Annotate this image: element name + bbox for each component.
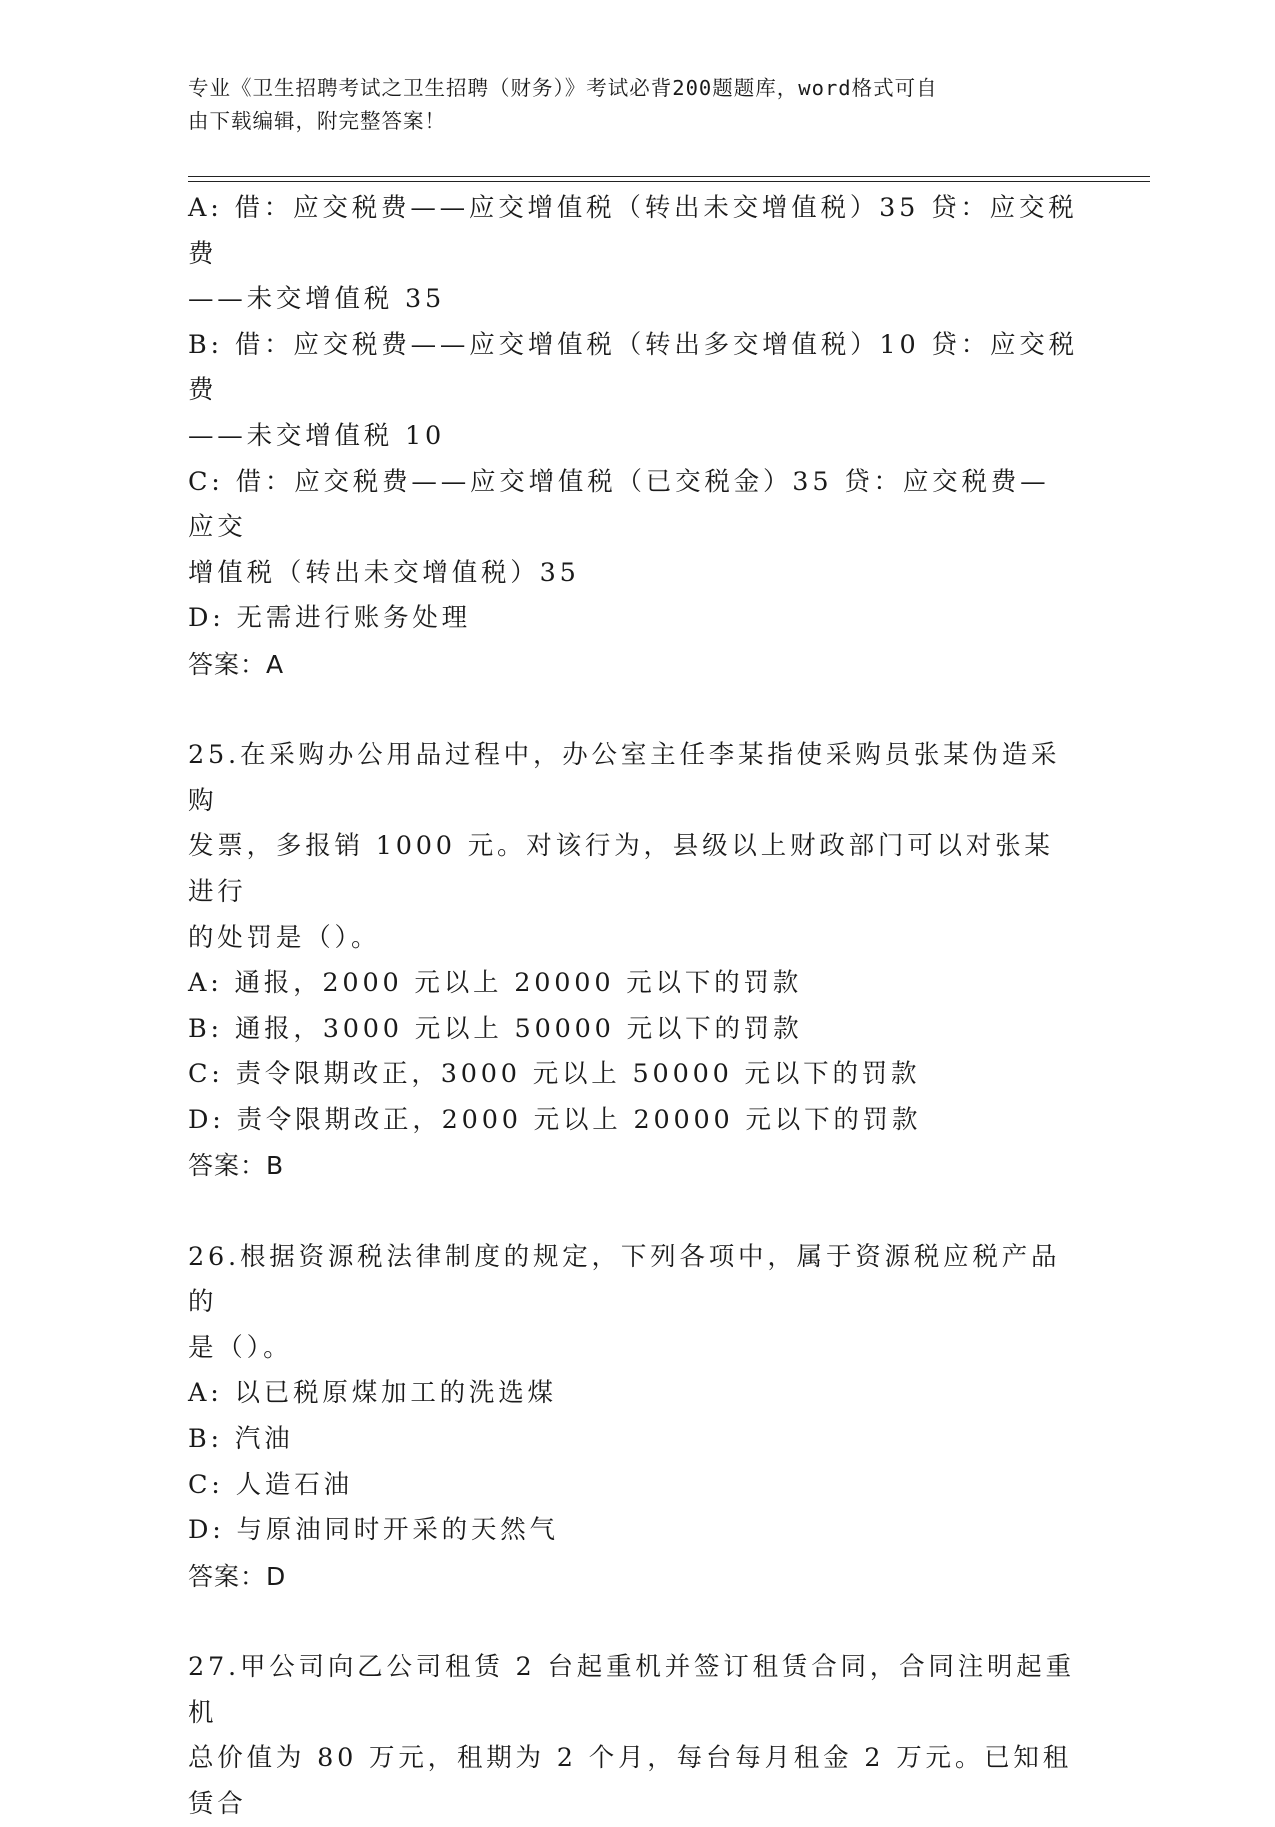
- q25-option-a: A: 通报，2000 元以上 20000 元以下的罚款: [188, 968, 803, 999]
- q24-option-c-line1: C: 借：应交税费——应交增值税（已交税金）35 贷：应交税费—应交: [188, 466, 1050, 543]
- q24-option-a-line1: A: 借：应交税费——应交增值税（转出未交增值税）35 贷：应交税费: [188, 193, 1078, 269]
- q26-answer: [188, 1554, 1078, 1600]
- q24-answer: [188, 642, 1078, 688]
- q25-stem-line2: 发票，多报销 1000 元。对该行为，县级以上财政部门可以对张某进行: [188, 831, 1054, 907]
- q26-option-b: B: 汽油: [188, 1424, 294, 1455]
- q24-option-b-line1: B: 借：应交税费——应交增值税（转出多交增值税）10 贷：应交税费: [188, 329, 1078, 406]
- q25-option-d: D: 责令限期改正，2000 元以上 20000 元以下的罚款: [188, 1104, 922, 1135]
- q24-option-d: D: 无需进行账务处理: [188, 603, 471, 634]
- q26-stem-line2: 是（）。: [188, 1332, 293, 1363]
- header-line-1: 专业《卫生招聘考试之卫生招聘（财务）》考试必背200题题库，word格式可自: [188, 76, 938, 100]
- q25-stem-line3: 的处罚是（）。: [188, 922, 381, 953]
- question-content: [188, 186, 1078, 1827]
- q24-option-a-line2: ——未交增值税 35: [188, 284, 446, 315]
- q26-option-c: C: 人造石油: [188, 1469, 353, 1500]
- q27-stem-line1: 27.甲公司向乙公司租赁 2 台起重机并签订租赁合同，合同注明起重机: [188, 1652, 1075, 1728]
- q25-answer-value: B: [266, 1151, 285, 1181]
- q24-answer-value: A: [266, 649, 285, 679]
- q27-stem-line2: 总价值为 80 万元，租期为 2 个月，每台每月租金 2 万元。已知租赁合: [188, 1743, 1073, 1819]
- q24-answer-label: 答案：: [188, 649, 267, 679]
- header-rule-top: [188, 176, 1150, 177]
- q24-option-c-line2: 增值税（转出未交增值税）35: [188, 557, 580, 588]
- header-line-2: 由下载编辑，附完整答案！: [188, 109, 446, 133]
- q26-answer-label: 答案：: [188, 1561, 267, 1591]
- q26-answer-value: D: [266, 1561, 287, 1591]
- q24-option-b-line2: ——未交增值税 10: [188, 420, 446, 451]
- q25-answer-label: 答案：: [188, 1151, 267, 1181]
- q26-option-d: D: 与原油同时开采的天然气: [188, 1515, 559, 1546]
- q26-option-a: A: 以已税原煤加工的洗选煤: [188, 1378, 557, 1409]
- q25-option-b: B: 通报，3000 元以上 50000 元以下的罚款: [188, 1013, 803, 1044]
- q25-stem-line1: 25.在采购办公用品过程中，办公室主任李某指使采购员张某伪造采购: [188, 740, 1061, 816]
- q26-stem-line1: 26.根据资源税法律制度的规定，下列各项中，属于资源税应税产品的: [188, 1241, 1061, 1318]
- document-header: [188, 72, 1068, 138]
- header-rule-bottom: [188, 181, 1150, 182]
- q25-option-c: C: 责令限期改正，3000 元以上 50000 元以下的罚款: [188, 1059, 921, 1090]
- q25-answer: [188, 1143, 1078, 1189]
